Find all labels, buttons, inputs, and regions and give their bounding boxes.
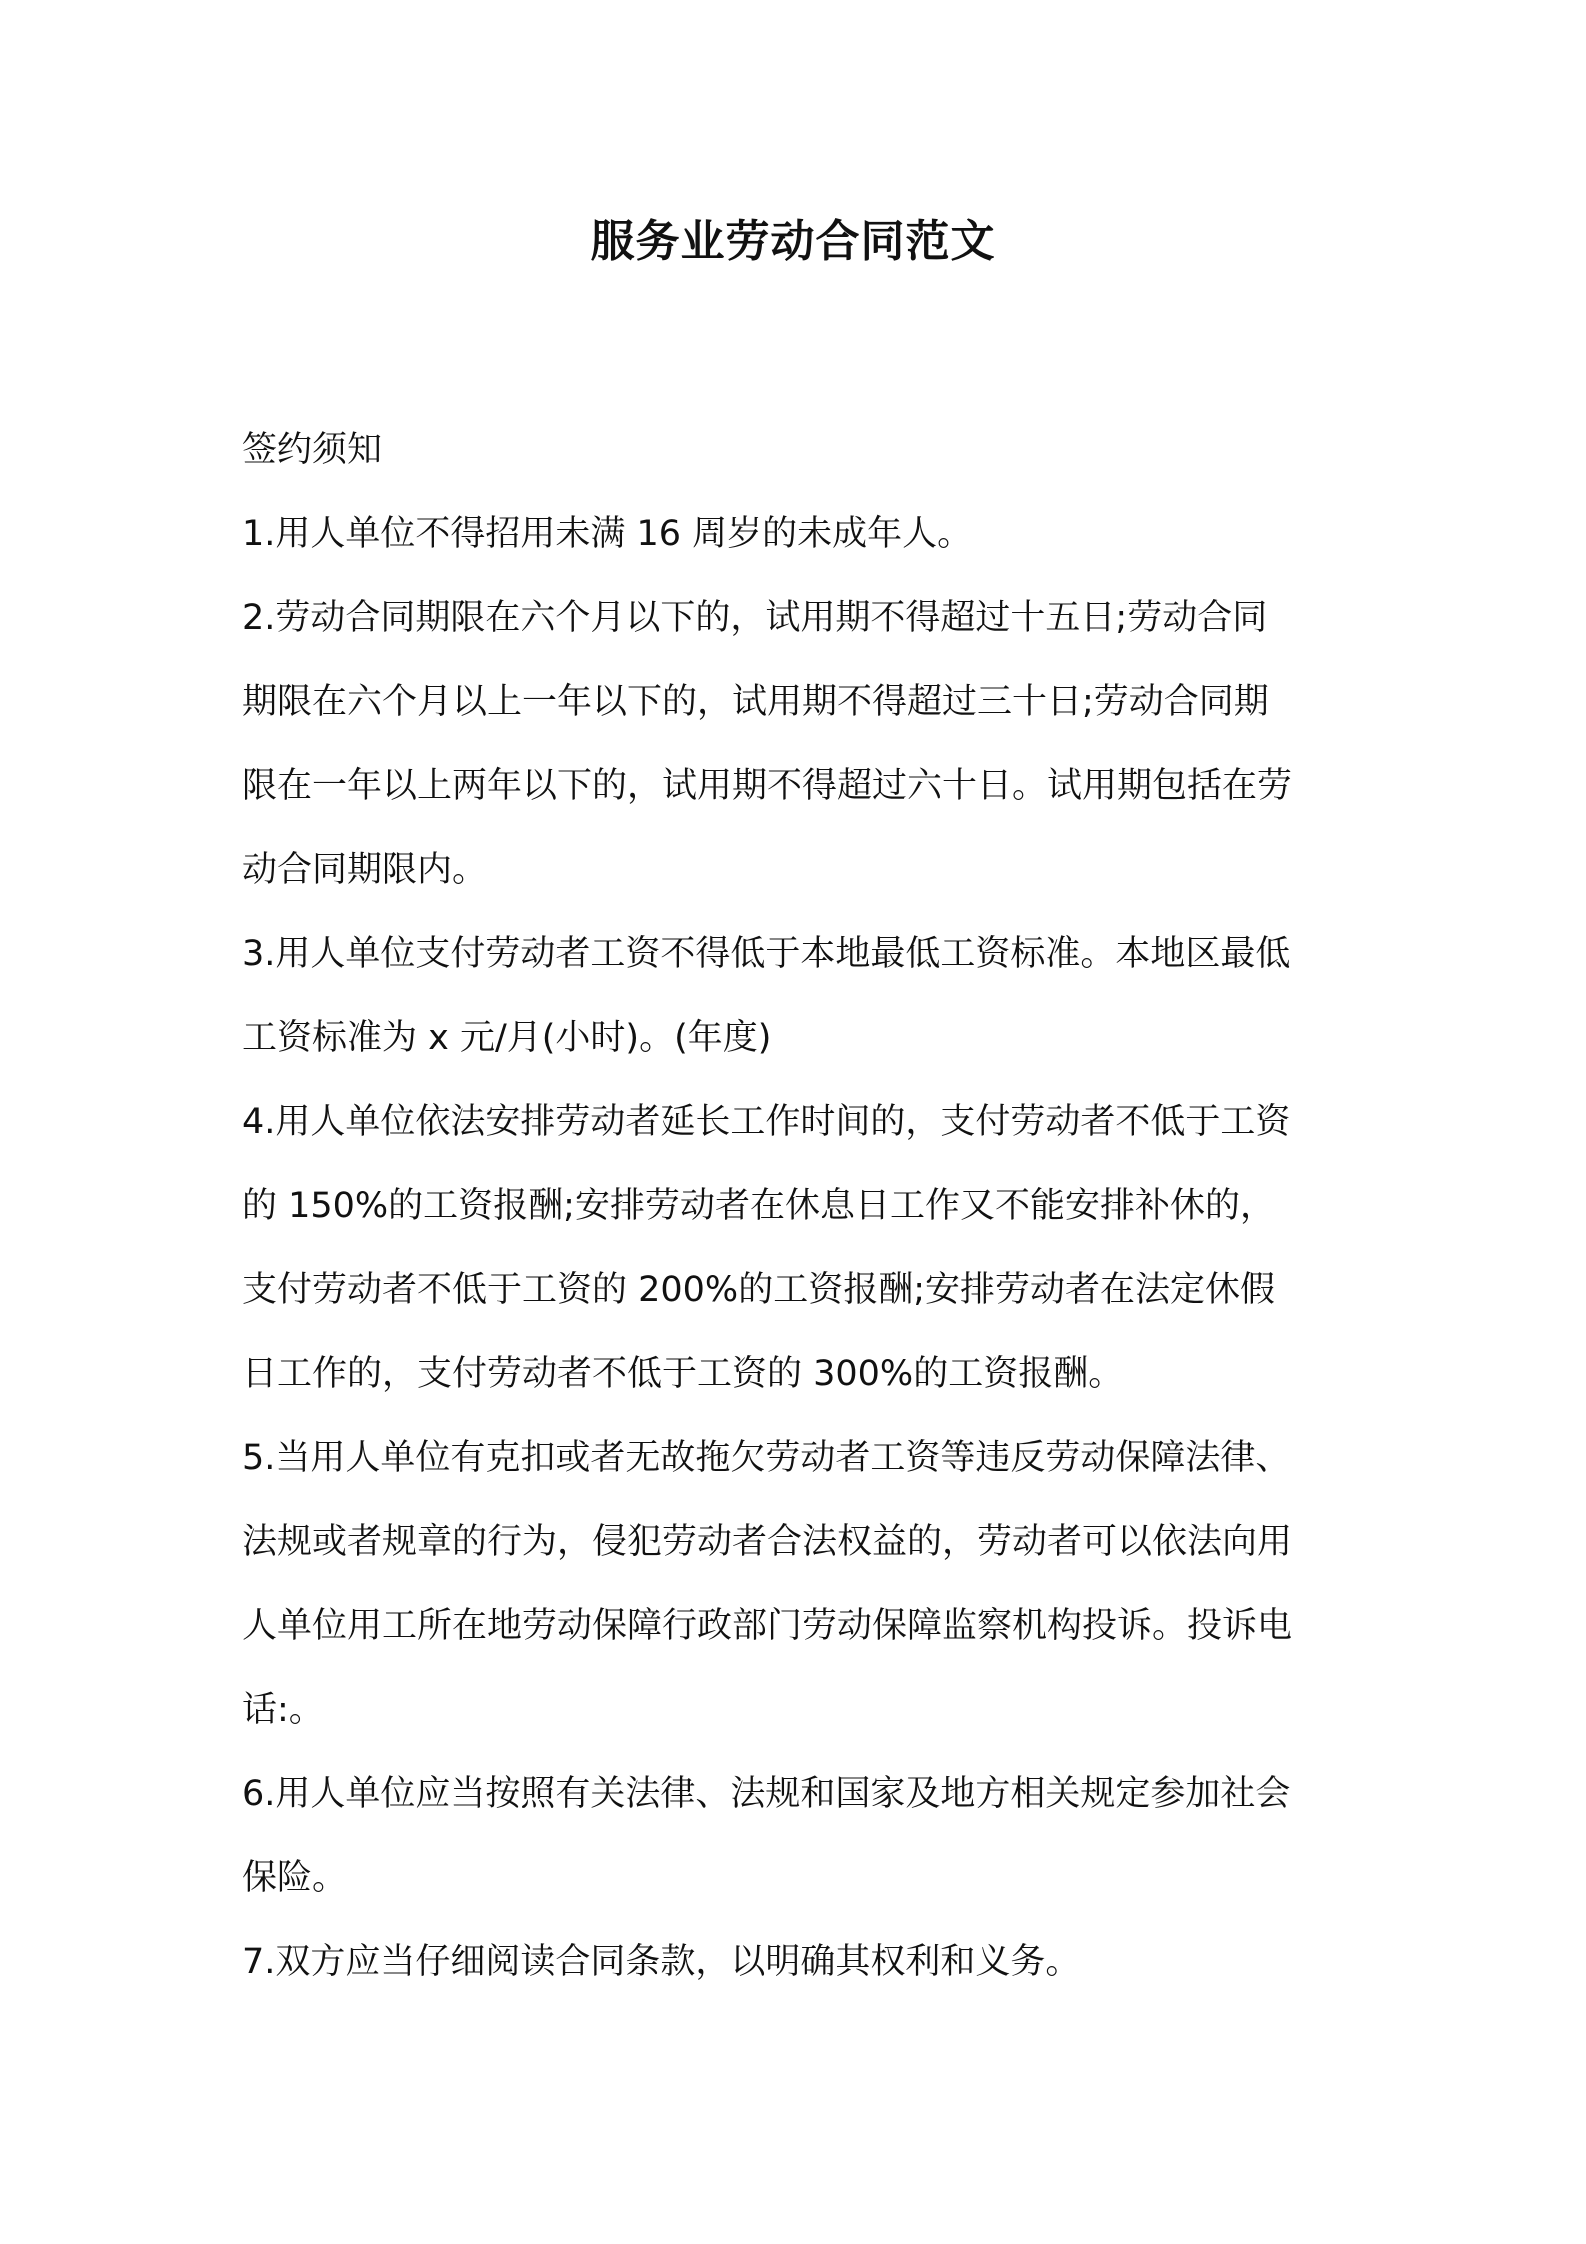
notice-line: 5.当用人单位有克扣或者无故拖欠劳动者工资等违反劳动保障法律、 xyxy=(242,1438,1291,1478)
notice-item-3 xyxy=(242,912,1352,1080)
notice-line: 法规或者规章的行为，侵犯劳动者合法权益的，劳动者可以依法向用 xyxy=(242,1522,1293,1562)
section-heading-text: 签约须知 xyxy=(242,430,383,470)
document-body xyxy=(242,408,1352,2004)
notice-item-1 xyxy=(242,492,1352,576)
notice-item-6 xyxy=(242,1752,1352,1920)
notice-line: 2.劳动合同期限在六个月以下的，试用期不得超过十五日;劳动合同 xyxy=(242,598,1268,638)
section-heading xyxy=(242,408,1352,492)
notice-item-4 xyxy=(242,1080,1352,1416)
notice-item-5 xyxy=(242,1416,1352,1752)
notice-item-7 xyxy=(242,1920,1352,2004)
notice-line: 工资标准为 x 元/月(小时)。(年度) xyxy=(242,1018,772,1058)
notice-line: 话:。 xyxy=(242,1690,324,1730)
notice-line: 支付劳动者不低于工资的 200%的工资报酬;安排劳动者在法定休假 xyxy=(242,1270,1275,1310)
notice-line: 日工作的，支付劳动者不低于工资的 300%的工资报酬。 xyxy=(242,1354,1124,1394)
notice-line: 期限在六个月以上一年以下的，试用期不得超过三十日;劳动合同期 xyxy=(242,682,1269,722)
notice-line: 的 150%的工资报酬;安排劳动者在休息日工作又不能安排补休的， xyxy=(242,1186,1275,1226)
notice-line: 人单位用工所在地劳动保障行政部门劳动保障监察机构投诉。投诉电 xyxy=(242,1606,1293,1646)
document-title: 服务业劳动合同范文 xyxy=(590,216,996,267)
notice-line: 7.双方应当仔细阅读合同条款，以明确其权利和义务。 xyxy=(242,1942,1081,1982)
notice-line: 6.用人单位应当按照有关法律、法规和国家及地方相关规定参加社会 xyxy=(242,1774,1291,1814)
notice-item-2 xyxy=(242,576,1352,912)
notice-line: 保险。 xyxy=(242,1858,348,1898)
notice-line: 3.用人单位支付劳动者工资不得低于本地最低工资标准。本地区最低 xyxy=(242,934,1291,974)
notice-line: 限在一年以上两年以下的，试用期不得超过六十日。试用期包括在劳 xyxy=(242,766,1293,806)
notice-line: 4.用人单位依法安排劳动者延长工作时间的，支付劳动者不低于工资 xyxy=(242,1102,1291,1142)
notice-line: 1.用人单位不得招用未满 16 周岁的未成年人。 xyxy=(242,514,973,554)
notice-line: 动合同期限内。 xyxy=(242,850,488,890)
